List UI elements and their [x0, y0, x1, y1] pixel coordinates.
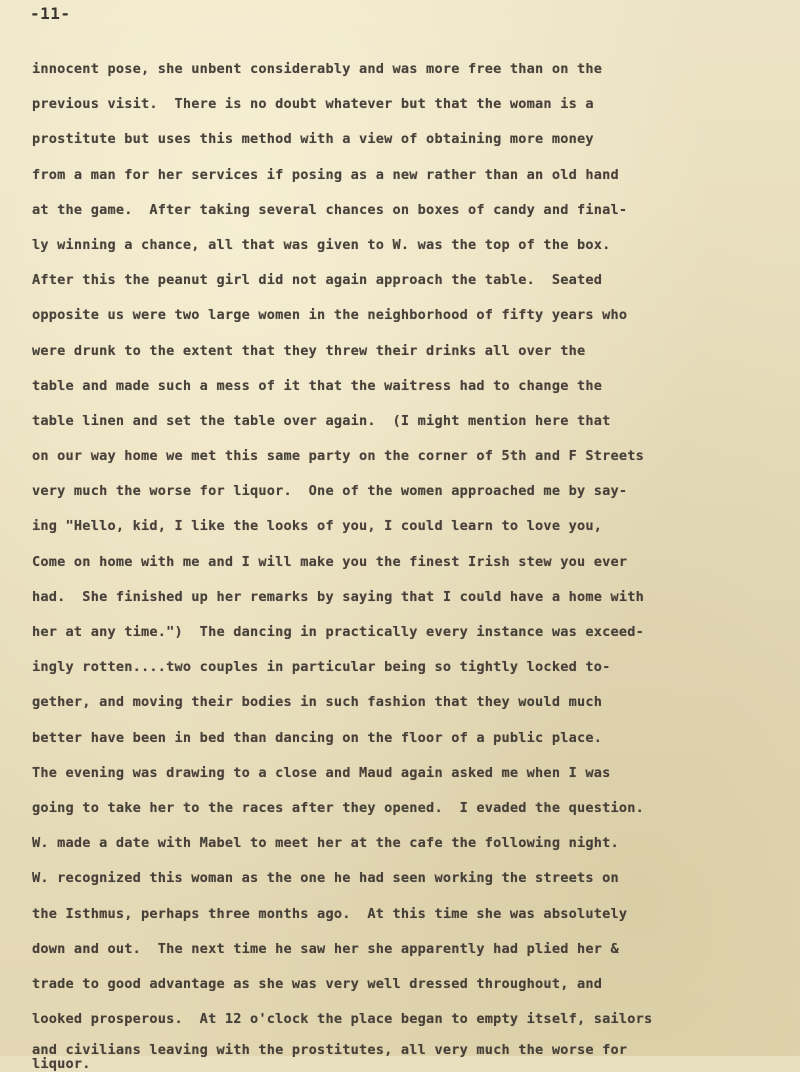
text-line: Come on home with me and I will make you the finest Irish stew you ever	[32, 553, 628, 570]
text-line: W. recognized this woman as the one he had seen working the streets on	[32, 870, 619, 887]
text-line: ly winning a chance, all that was given to W. was the top of the box.	[32, 236, 611, 253]
text-line: innocent pose, she unbent considerably and was more free than on the	[32, 61, 603, 77]
text-line: ing "Hello, kid, I like the looks of you, I could learn to love you,	[32, 518, 603, 535]
text-line: had. She finished up her remarks by saying that I could have a home with	[32, 588, 645, 605]
text-line: The evening was drawing to a close and Maud again asked me when I was	[32, 764, 611, 781]
text-line: down and out. The next time he saw her she apparently had plied her &	[32, 940, 619, 957]
text-line: table and made such a mess of it that the waitress had to change the	[32, 377, 603, 394]
text-line: her at any time.") The dancing in practically every instance was exceed-	[32, 624, 645, 640]
text-line: were drunk to the extent that they threw their drinks all over the	[32, 342, 586, 359]
text-line: and civilians leaving with the prostitutes, all very much the worse for	[32, 1042, 628, 1059]
document-body	[32, 58, 772, 1071]
text-line: After this the peanut girl did not again approach the table. Seated	[32, 272, 603, 289]
text-line: W. made a date with Mabel to meet her at the cafe the following night.	[32, 835, 619, 852]
text-line: looked prosperous. At 12 o'clock the place began to empty itself, sailors	[32, 1011, 653, 1028]
text-line: the Isthmus, perhaps three months ago. At this time she was absolutely	[32, 905, 628, 922]
text-line: liquor.	[32, 1056, 91, 1072]
text-line: very much the worse for liquor. One of the women approached me by say-	[32, 483, 628, 500]
text-line: better have been in bed than dancing on the floor of a public place.	[32, 729, 603, 746]
text-line: going to take her to the races after they opened. I evaded the question.	[32, 799, 645, 816]
text-line: previous visit. There is no doubt whatever but that the woman is a	[32, 96, 594, 113]
text-line: at the game. After taking several chances on boxes of candy and final-	[32, 201, 628, 218]
page-number: -11-	[30, 4, 71, 23]
text-line: ingly rotten....two couples in particular being so tightly locked to-	[32, 659, 611, 676]
text-line: on our way home we met this same party on the corner of 5th and F Streets	[32, 448, 645, 465]
text-line: from a man for her services if posing as a new rather than an old hand	[32, 166, 619, 183]
text-line: trade to good advantage as she was very well dressed throughout, and	[32, 975, 603, 992]
text-line: prostitute but uses this method with a view of obtaining more money	[32, 131, 594, 148]
text-line: gether, and moving their bodies in such fashion that they would much	[32, 694, 603, 711]
text-line: opposite us were two large women in the neighborhood of fifty years who	[32, 307, 628, 324]
text-line: table linen and set the table over again. (I might mention here that	[32, 412, 611, 429]
